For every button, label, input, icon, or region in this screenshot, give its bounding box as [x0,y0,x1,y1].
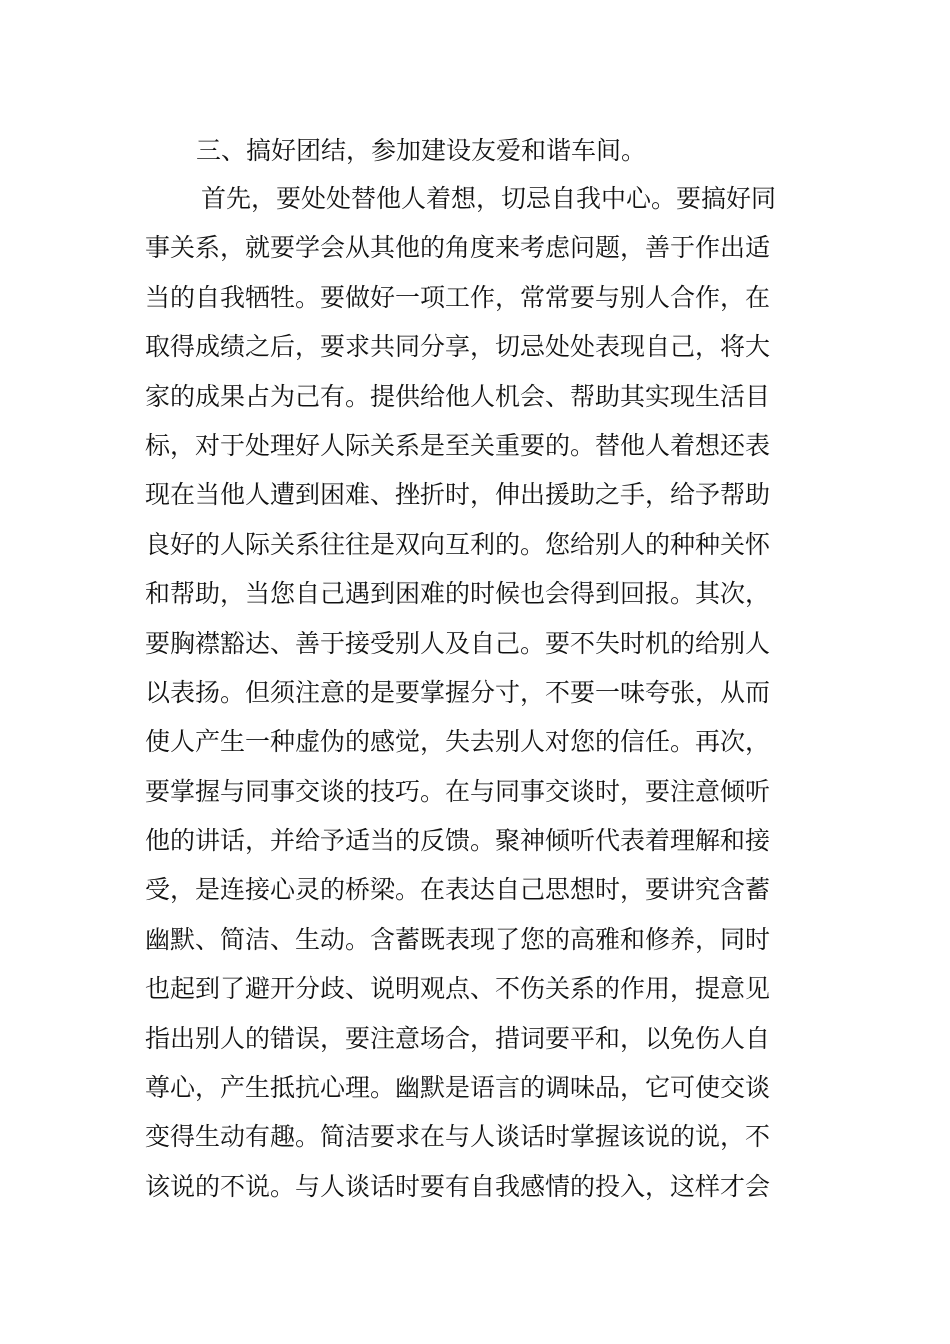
text-line: 尊心，产生抵抗心理。幽默是语言的调味品，它可使交谈 [145,1073,771,1103]
text-line: 幽默、简洁、生动。含蓄既表现了您的高雅和修养，同时 [145,924,771,954]
text-line: 以表扬。但须注意的是要掌握分寸，不要一味夸张，从而 [145,677,771,707]
section-heading: 三、搞好团结，参加建设友爱和谐车间。 [196,136,647,165]
text-line: 要掌握与同事交谈的技巧。在与同事交谈时，要注意倾听 [145,776,771,806]
text-line: 当的自我牺牲。要做好一项工作，常常要与别人合作，在 [145,282,771,312]
text-line: 现在当他人遭到困难、挫折时，伸出援助之手，给予帮助 [145,480,771,510]
text-line: 和帮助，当您自己遇到困难的时候也会得到回报。其次， [145,579,771,609]
body-text [145,174,815,1211]
text-line: 他的讲话，并给予适当的反馈。聚神倾听代表着理解和接 [145,826,771,856]
text-line: 该说的不说。与人谈话时要有自我感情的投入，这样才会 [145,1171,771,1201]
text-line: 取得成绩之后，要求共同分享，切忌处处表现自己，将大 [145,332,771,362]
text-line: 变得生动有趣。简洁要求在与人谈话时掌握该说的说，不 [145,1122,771,1152]
text-line: 指出别人的错误，要注意场合，措词要平和，以免伤人自 [145,1023,771,1053]
text-line: 使人产生一种虚伪的感觉，失去别人对您的信任。再次， [145,727,771,757]
text-line: 首先，要处处替他人着想，切忌自我中心。要搞好同 [201,184,777,213]
text-line: 良好的人际关系往往是双向互利的。您给别人的种种关怀 [145,529,771,559]
text-line: 家的成果占为己有。提供给他人机会、帮助其实现生活目 [145,381,771,411]
text-line: 也起到了避开分歧、说明观点、不伤关系的作用，提意见 [145,974,771,1004]
text-line: 受，是连接心灵的桥梁。在表达自己思想时，要讲究含蓄 [145,875,771,905]
text-line: 事关系，就要学会从其他的角度来考虑问题，善于作出适 [145,233,771,263]
text-line: 标，对于处理好人际关系是至关重要的。替他人着想还表 [145,430,771,460]
text-line: 要胸襟豁达、善于接受别人及自己。要不失时机的给别人 [145,628,771,658]
